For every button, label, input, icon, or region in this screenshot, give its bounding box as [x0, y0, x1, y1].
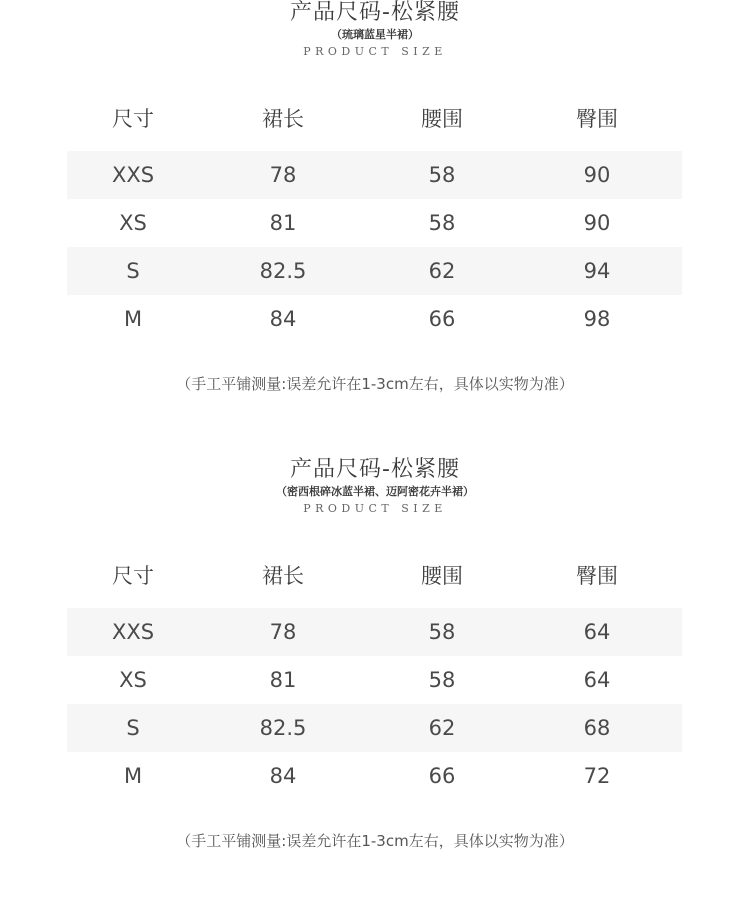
cell-hip: 90 — [583, 211, 611, 235]
cell-length: 78 — [269, 620, 297, 644]
table-row — [67, 752, 682, 800]
column-header-hip: 臀围 — [576, 564, 618, 588]
cell-waist: 66 — [428, 764, 456, 788]
cell-hip: 94 — [583, 259, 611, 283]
cell-length: 84 — [269, 307, 297, 331]
cell-waist: 58 — [428, 211, 456, 235]
table-header — [67, 560, 682, 592]
table-header — [67, 103, 682, 135]
cell-size: XXS — [111, 620, 155, 644]
cell-waist: 58 — [428, 668, 456, 692]
section-english-title: PRODUCT SIZE — [303, 45, 447, 58]
cell-waist: 62 — [428, 259, 456, 283]
column-header-size: 尺寸 — [112, 107, 154, 131]
cell-hip: 90 — [583, 163, 611, 187]
cell-length: 82.5 — [259, 259, 307, 283]
cell-size: S — [126, 716, 140, 740]
cell-length: 84 — [269, 764, 297, 788]
cell-hip: 64 — [583, 668, 611, 692]
cell-size: M — [123, 307, 143, 331]
table-row — [67, 247, 682, 295]
section-subtitle: （密西根碎冰蓝半裙、迈阿密花卉半裙） — [276, 485, 474, 498]
table-row — [67, 295, 682, 343]
cell-waist: 58 — [428, 620, 456, 644]
cell-size: XS — [119, 668, 147, 692]
section-title: 产品尺码-松紧腰 — [290, 0, 460, 25]
cell-size: S — [126, 259, 140, 283]
column-header-length: 裙长 — [262, 107, 304, 131]
measurement-note: （手工平铺测量:误差允许在1-3cm左右，具体以实物为准） — [176, 832, 574, 850]
table-row — [67, 151, 682, 199]
table-row — [67, 608, 682, 656]
cell-hip: 72 — [583, 764, 611, 788]
cell-hip: 98 — [583, 307, 611, 331]
column-header-size: 尺寸 — [112, 564, 154, 588]
table-row — [67, 656, 682, 704]
section-english-title: PRODUCT SIZE — [303, 502, 447, 515]
cell-length: 82.5 — [259, 716, 307, 740]
section-title: 产品尺码-松紧腰 — [290, 457, 460, 482]
column-header-waist: 腰围 — [421, 107, 463, 131]
cell-length: 78 — [269, 163, 297, 187]
cell-waist: 66 — [428, 307, 456, 331]
section-subtitle: （琉璃蓝星半裙） — [331, 28, 419, 41]
table-row — [67, 199, 682, 247]
cell-length: 81 — [269, 668, 297, 692]
cell-size: XXS — [111, 163, 155, 187]
cell-hip: 64 — [583, 620, 611, 644]
cell-waist: 58 — [428, 163, 456, 187]
column-header-waist: 腰围 — [421, 564, 463, 588]
column-header-hip: 臀围 — [576, 107, 618, 131]
cell-size: XS — [119, 211, 147, 235]
cell-waist: 62 — [428, 716, 456, 740]
measurement-note: （手工平铺测量:误差允许在1-3cm左右，具体以实物为准） — [176, 375, 574, 393]
cell-hip: 68 — [583, 716, 611, 740]
column-header-length: 裙长 — [262, 564, 304, 588]
cell-length: 81 — [269, 211, 297, 235]
table-row — [67, 704, 682, 752]
cell-size: M — [123, 764, 143, 788]
